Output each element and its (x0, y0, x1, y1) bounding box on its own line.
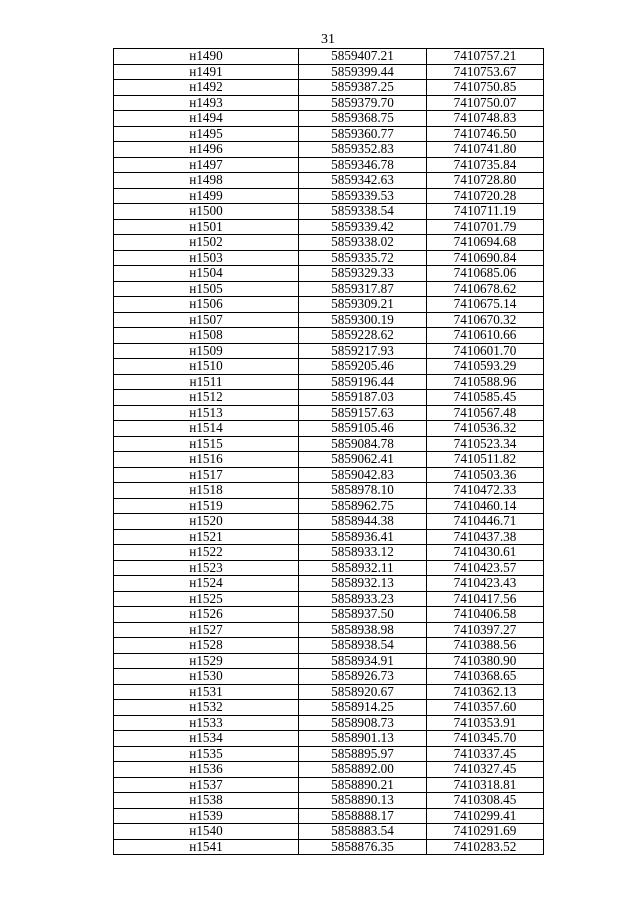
table-row (114, 808, 544, 824)
x-coordinate-cell: 5858920.67 (299, 684, 427, 700)
point-id-cell: н1533 (114, 715, 299, 731)
x-coordinate-cell: 5858978.10 (299, 483, 427, 499)
table-row (114, 266, 544, 282)
point-id-cell: н1522 (114, 545, 299, 561)
y-coordinate-cell: 7410753.67 (427, 64, 544, 80)
x-coordinate-cell: 5859329.33 (299, 266, 427, 282)
table-row (114, 126, 544, 142)
table-row (114, 343, 544, 359)
point-id-cell: н1494 (114, 111, 299, 127)
x-coordinate-cell: 5858938.54 (299, 638, 427, 654)
table-row (114, 359, 544, 375)
y-coordinate-cell: 7410446.71 (427, 514, 544, 530)
table-row (114, 64, 544, 80)
x-coordinate-cell: 5858901.13 (299, 731, 427, 747)
x-coordinate-cell: 5859379.70 (299, 95, 427, 111)
table-row (114, 467, 544, 483)
point-id-cell: н1505 (114, 281, 299, 297)
y-coordinate-cell: 7410353.91 (427, 715, 544, 731)
x-coordinate-cell: 5858926.73 (299, 669, 427, 685)
table-row (114, 824, 544, 840)
y-coordinate-cell: 7410503.36 (427, 467, 544, 483)
y-coordinate-cell: 7410701.79 (427, 219, 544, 235)
table-row (114, 638, 544, 654)
point-id-cell: н1526 (114, 607, 299, 623)
table-row (114, 715, 544, 731)
point-id-cell: н1518 (114, 483, 299, 499)
x-coordinate-cell: 5858962.75 (299, 498, 427, 514)
y-coordinate-cell: 7410523.34 (427, 436, 544, 452)
y-coordinate-cell: 7410670.32 (427, 312, 544, 328)
table-row (114, 142, 544, 158)
point-id-cell: н1537 (114, 777, 299, 793)
x-coordinate-cell: 5859105.46 (299, 421, 427, 437)
table-row (114, 250, 544, 266)
x-coordinate-cell: 5859399.44 (299, 64, 427, 80)
x-coordinate-cell: 5858937.50 (299, 607, 427, 623)
y-coordinate-cell: 7410423.43 (427, 576, 544, 592)
table-row (114, 514, 544, 530)
point-id-cell: н1501 (114, 219, 299, 235)
y-coordinate-cell: 7410430.61 (427, 545, 544, 561)
y-coordinate-cell: 7410388.56 (427, 638, 544, 654)
table-row (114, 328, 544, 344)
y-coordinate-cell: 7410368.65 (427, 669, 544, 685)
y-coordinate-cell: 7410694.68 (427, 235, 544, 251)
table-row (114, 49, 544, 65)
table-row (114, 95, 544, 111)
x-coordinate-cell: 5859368.75 (299, 111, 427, 127)
point-id-cell: н1496 (114, 142, 299, 158)
x-coordinate-cell: 5859352.83 (299, 142, 427, 158)
point-id-cell: н1509 (114, 343, 299, 359)
x-coordinate-cell: 5859407.21 (299, 49, 427, 65)
point-id-cell: н1525 (114, 591, 299, 607)
y-coordinate-cell: 7410748.83 (427, 111, 544, 127)
table-row (114, 80, 544, 96)
table-row (114, 762, 544, 778)
table-row (114, 746, 544, 762)
point-id-cell: н1534 (114, 731, 299, 747)
y-coordinate-cell: 7410675.14 (427, 297, 544, 313)
y-coordinate-cell: 7410327.45 (427, 762, 544, 778)
point-id-cell: н1524 (114, 576, 299, 592)
y-coordinate-cell: 7410757.21 (427, 49, 544, 65)
point-id-cell: н1492 (114, 80, 299, 96)
x-coordinate-cell: 5859157.63 (299, 405, 427, 421)
y-coordinate-cell: 7410397.27 (427, 622, 544, 638)
table-row (114, 281, 544, 297)
y-coordinate-cell: 7410750.07 (427, 95, 544, 111)
x-coordinate-cell: 5858908.73 (299, 715, 427, 731)
x-coordinate-cell: 5859205.46 (299, 359, 427, 375)
table-row (114, 839, 544, 855)
table-row (114, 204, 544, 220)
y-coordinate-cell: 7410437.38 (427, 529, 544, 545)
point-id-cell: н1529 (114, 653, 299, 669)
point-id-cell: н1513 (114, 405, 299, 421)
y-coordinate-cell: 7410362.13 (427, 684, 544, 700)
coordinates-table (113, 48, 544, 855)
point-id-cell: н1503 (114, 250, 299, 266)
table-row (114, 529, 544, 545)
y-coordinate-cell: 7410380.90 (427, 653, 544, 669)
table-row (114, 669, 544, 685)
x-coordinate-cell: 5858938.98 (299, 622, 427, 638)
x-coordinate-cell: 5858914.25 (299, 700, 427, 716)
x-coordinate-cell: 5858883.54 (299, 824, 427, 840)
point-id-cell: н1502 (114, 235, 299, 251)
y-coordinate-cell: 7410536.32 (427, 421, 544, 437)
x-coordinate-cell: 5858932.13 (299, 576, 427, 592)
x-coordinate-cell: 5859317.87 (299, 281, 427, 297)
point-id-cell: н1535 (114, 746, 299, 762)
point-id-cell: н1523 (114, 560, 299, 576)
y-coordinate-cell: 7410337.45 (427, 746, 544, 762)
y-coordinate-cell: 7410746.50 (427, 126, 544, 142)
x-coordinate-cell: 5859228.62 (299, 328, 427, 344)
point-id-cell: н1510 (114, 359, 299, 375)
x-coordinate-cell: 5858933.12 (299, 545, 427, 561)
point-id-cell: н1517 (114, 467, 299, 483)
table-row (114, 111, 544, 127)
table-row (114, 731, 544, 747)
point-id-cell: н1499 (114, 188, 299, 204)
point-id-cell: н1521 (114, 529, 299, 545)
y-coordinate-cell: 7410741.80 (427, 142, 544, 158)
point-id-cell: н1493 (114, 95, 299, 111)
y-coordinate-cell: 7410585.45 (427, 390, 544, 406)
point-id-cell: н1539 (114, 808, 299, 824)
x-coordinate-cell: 5859387.25 (299, 80, 427, 96)
point-id-cell: н1497 (114, 157, 299, 173)
y-coordinate-cell: 7410728.80 (427, 173, 544, 189)
x-coordinate-cell: 5858932.11 (299, 560, 427, 576)
table-row (114, 312, 544, 328)
y-coordinate-cell: 7410318.81 (427, 777, 544, 793)
y-coordinate-cell: 7410690.84 (427, 250, 544, 266)
y-coordinate-cell: 7410750.85 (427, 80, 544, 96)
x-coordinate-cell: 5859338.02 (299, 235, 427, 251)
x-coordinate-cell: 5858892.00 (299, 762, 427, 778)
y-coordinate-cell: 7410588.96 (427, 374, 544, 390)
y-coordinate-cell: 7410593.29 (427, 359, 544, 375)
table-row (114, 188, 544, 204)
table-row (114, 390, 544, 406)
point-id-cell: н1512 (114, 390, 299, 406)
x-coordinate-cell: 5859309.21 (299, 297, 427, 313)
y-coordinate-cell: 7410511.82 (427, 452, 544, 468)
y-coordinate-cell: 7410472.33 (427, 483, 544, 499)
table-row (114, 684, 544, 700)
y-coordinate-cell: 7410308.45 (427, 793, 544, 809)
x-coordinate-cell: 5858890.21 (299, 777, 427, 793)
x-coordinate-cell: 5858933.23 (299, 591, 427, 607)
y-coordinate-cell: 7410735.84 (427, 157, 544, 173)
point-id-cell: н1527 (114, 622, 299, 638)
x-coordinate-cell: 5859062.41 (299, 452, 427, 468)
table-row (114, 219, 544, 235)
table-row (114, 374, 544, 390)
table-row (114, 235, 544, 251)
x-coordinate-cell: 5859196.44 (299, 374, 427, 390)
x-coordinate-cell: 5859300.19 (299, 312, 427, 328)
point-id-cell: н1531 (114, 684, 299, 700)
point-id-cell: н1516 (114, 452, 299, 468)
x-coordinate-cell: 5859335.72 (299, 250, 427, 266)
x-coordinate-cell: 5859342.63 (299, 173, 427, 189)
point-id-cell: н1519 (114, 498, 299, 514)
table-row (114, 452, 544, 468)
y-coordinate-cell: 7410406.58 (427, 607, 544, 623)
point-id-cell: н1514 (114, 421, 299, 437)
table-row (114, 297, 544, 313)
point-id-cell: н1528 (114, 638, 299, 654)
x-coordinate-cell: 5859346.78 (299, 157, 427, 173)
table-row (114, 157, 544, 173)
y-coordinate-cell: 7410417.56 (427, 591, 544, 607)
x-coordinate-cell: 5859042.83 (299, 467, 427, 483)
x-coordinate-cell: 5859084.78 (299, 436, 427, 452)
x-coordinate-cell: 5858936.41 (299, 529, 427, 545)
point-id-cell: н1498 (114, 173, 299, 189)
x-coordinate-cell: 5859217.93 (299, 343, 427, 359)
y-coordinate-cell: 7410567.48 (427, 405, 544, 421)
y-coordinate-cell: 7410291.69 (427, 824, 544, 840)
y-coordinate-cell: 7410423.57 (427, 560, 544, 576)
x-coordinate-cell: 5858944.38 (299, 514, 427, 530)
table-row (114, 591, 544, 607)
y-coordinate-cell: 7410345.70 (427, 731, 544, 747)
point-id-cell: н1490 (114, 49, 299, 65)
page-number: 31 (321, 32, 335, 47)
table-row (114, 560, 544, 576)
point-id-cell: н1507 (114, 312, 299, 328)
point-id-cell: н1491 (114, 64, 299, 80)
table-row (114, 700, 544, 716)
point-id-cell: н1506 (114, 297, 299, 313)
table-row (114, 622, 544, 638)
point-id-cell: н1508 (114, 328, 299, 344)
coordinates-table-body (114, 49, 544, 855)
table-row (114, 607, 544, 623)
y-coordinate-cell: 7410460.14 (427, 498, 544, 514)
point-id-cell: н1504 (114, 266, 299, 282)
table-row (114, 173, 544, 189)
point-id-cell: н1540 (114, 824, 299, 840)
point-id-cell: н1511 (114, 374, 299, 390)
point-id-cell: н1541 (114, 839, 299, 855)
x-coordinate-cell: 5859187.03 (299, 390, 427, 406)
point-id-cell: н1500 (114, 204, 299, 220)
x-coordinate-cell: 5858890.13 (299, 793, 427, 809)
table-row (114, 436, 544, 452)
x-coordinate-cell: 5858888.17 (299, 808, 427, 824)
y-coordinate-cell: 7410678.62 (427, 281, 544, 297)
point-id-cell: н1536 (114, 762, 299, 778)
y-coordinate-cell: 7410601.70 (427, 343, 544, 359)
point-id-cell: н1538 (114, 793, 299, 809)
point-id-cell: н1530 (114, 669, 299, 685)
y-coordinate-cell: 7410283.52 (427, 839, 544, 855)
table-row (114, 777, 544, 793)
y-coordinate-cell: 7410357.60 (427, 700, 544, 716)
x-coordinate-cell: 5858895.97 (299, 746, 427, 762)
point-id-cell: н1520 (114, 514, 299, 530)
table-row (114, 421, 544, 437)
y-coordinate-cell: 7410610.66 (427, 328, 544, 344)
x-coordinate-cell: 5858876.35 (299, 839, 427, 855)
y-coordinate-cell: 7410685.06 (427, 266, 544, 282)
table-row (114, 576, 544, 592)
x-coordinate-cell: 5859339.53 (299, 188, 427, 204)
table-row (114, 545, 544, 561)
table-row (114, 793, 544, 809)
point-id-cell: н1515 (114, 436, 299, 452)
table-row (114, 483, 544, 499)
x-coordinate-cell: 5859360.77 (299, 126, 427, 142)
x-coordinate-cell: 5858934.91 (299, 653, 427, 669)
table-row (114, 653, 544, 669)
y-coordinate-cell: 7410299.41 (427, 808, 544, 824)
table-row (114, 405, 544, 421)
x-coordinate-cell: 5859338.54 (299, 204, 427, 220)
y-coordinate-cell: 7410720.28 (427, 188, 544, 204)
y-coordinate-cell: 7410711.19 (427, 204, 544, 220)
x-coordinate-cell: 5859339.42 (299, 219, 427, 235)
table-row (114, 498, 544, 514)
point-id-cell: н1532 (114, 700, 299, 716)
point-id-cell: н1495 (114, 126, 299, 142)
